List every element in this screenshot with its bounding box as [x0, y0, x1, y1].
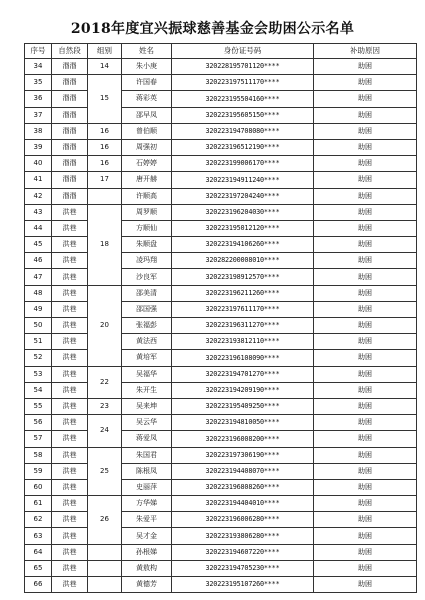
header-name: 姓名 [122, 44, 172, 59]
cell-group: 16 [88, 156, 122, 172]
cell-segment: 洪巷 [52, 269, 88, 285]
cell-segment: 洪巷 [52, 350, 88, 366]
cell-id-number: 320223196204030**** [172, 204, 314, 220]
cell-id-number: 320223194607220**** [172, 544, 314, 560]
cell-segment: 洪巷 [52, 334, 88, 350]
cell-name: 吴来坤 [122, 398, 172, 414]
cell-segment: 洪巷 [52, 253, 88, 269]
cell-reason: 助困 [314, 123, 417, 139]
cell-group [88, 188, 122, 204]
cell-no: 37 [25, 107, 52, 123]
cell-no: 42 [25, 188, 52, 204]
table-row [25, 544, 417, 560]
cell-reason: 助困 [314, 350, 417, 366]
cell-no: 54 [25, 382, 52, 398]
table-row [25, 334, 417, 350]
cell-no: 55 [25, 398, 52, 414]
cell-group: 16 [88, 123, 122, 139]
table-row [25, 59, 417, 75]
cell-segment: 湣湣 [52, 188, 88, 204]
cell-name: 黄培军 [122, 350, 172, 366]
cell-segment: 洪巷 [52, 204, 88, 220]
cell-name: 曾伯顺 [122, 123, 172, 139]
cell-name: 方华娣 [122, 496, 172, 512]
cell-id-number: 320223198912570**** [172, 269, 314, 285]
cell-segment: 湣湣 [52, 156, 88, 172]
cell-reason: 助困 [314, 139, 417, 155]
cell-id-number: 320223195012120**** [172, 220, 314, 236]
cell-reason: 助困 [314, 463, 417, 479]
cell-no: 56 [25, 415, 52, 431]
cell-name: 张福彭 [122, 318, 172, 334]
cell-id-number: 320223197204240**** [172, 188, 314, 204]
cell-name: 周强初 [122, 139, 172, 155]
cell-id-number: 320223196311270**** [172, 318, 314, 334]
cell-segment: 洪巷 [52, 560, 88, 576]
cell-reason: 助困 [314, 447, 417, 463]
cell-no: 46 [25, 253, 52, 269]
cell-name: 邵国强 [122, 301, 172, 317]
table-row [25, 75, 417, 91]
cell-group-merged: 25 [88, 447, 122, 496]
cell-name: 陈根凤 [122, 463, 172, 479]
cell-group: 23 [88, 398, 122, 414]
table-row [25, 172, 417, 188]
table-row [25, 220, 417, 236]
cell-reason: 助困 [314, 75, 417, 91]
cell-name: 孙根娣 [122, 544, 172, 560]
cell-segment: 洪巷 [52, 398, 88, 414]
cell-no: 43 [25, 204, 52, 220]
cell-segment: 洪巷 [52, 285, 88, 301]
cell-segment: 洪巷 [52, 528, 88, 544]
cell-name: 许顺高 [122, 188, 172, 204]
cell-group [88, 577, 122, 593]
cell-group-merged: 22 [88, 366, 122, 398]
cell-reason: 助困 [314, 512, 417, 528]
table-body [25, 59, 417, 593]
cell-name: 朱国君 [122, 447, 172, 463]
cell-no: 64 [25, 544, 52, 560]
cell-reason: 助困 [314, 366, 417, 382]
cell-group-merged: 18 [88, 204, 122, 285]
cell-name: 史丽萍 [122, 479, 172, 495]
cell-no: 38 [25, 123, 52, 139]
table-row [25, 496, 417, 512]
cell-name: 朱开生 [122, 382, 172, 398]
cell-no: 36 [25, 91, 52, 107]
table-row [25, 415, 417, 431]
cell-reason: 助困 [314, 334, 417, 350]
cell-segment: 湣湣 [52, 139, 88, 155]
header-reason: 补助原因 [314, 44, 417, 59]
table-row [25, 253, 417, 269]
cell-segment: 湣湣 [52, 123, 88, 139]
table-row [25, 528, 417, 544]
cell-segment: 洪巷 [52, 366, 88, 382]
cell-id-number: 320223194408070**** [172, 463, 314, 479]
cell-reason: 助困 [314, 318, 417, 334]
cell-no: 51 [25, 334, 52, 350]
cell-reason: 助困 [314, 204, 417, 220]
cell-id-number: 320223197306190**** [172, 447, 314, 463]
cell-group-merged: 24 [88, 415, 122, 447]
table-row [25, 237, 417, 253]
table-row [25, 463, 417, 479]
cell-segment: 湣湣 [52, 172, 88, 188]
document-title: 2018年度宜兴振球慈善基金会助困公示名单 [70, 21, 355, 37]
cell-id-number: 320223197511170**** [172, 75, 314, 91]
cell-no: 34 [25, 59, 52, 75]
header-segment: 自然段 [52, 44, 88, 59]
cell-no: 44 [25, 220, 52, 236]
header-no: 序号 [25, 44, 52, 59]
cell-no: 65 [25, 560, 52, 576]
table-row [25, 156, 417, 172]
cell-name: 朱顺盘 [122, 237, 172, 253]
table-row [25, 560, 417, 576]
cell-group-merged: 26 [88, 496, 122, 545]
cell-name: 邵美清 [122, 285, 172, 301]
cell-segment: 洪巷 [52, 301, 88, 317]
cell-name: 吴云华 [122, 415, 172, 431]
cell-segment: 洪巷 [52, 463, 88, 479]
table-row [25, 285, 417, 301]
cell-reason: 助困 [314, 172, 417, 188]
cell-group: 16 [88, 139, 122, 155]
cell-segment: 洪巷 [52, 431, 88, 447]
cell-segment: 洪巷 [52, 512, 88, 528]
cell-no: 47 [25, 269, 52, 285]
table-row [25, 577, 417, 593]
cell-name: 朱爱平 [122, 512, 172, 528]
cell-segment: 洪巷 [52, 479, 88, 495]
cell-segment: 洪巷 [52, 447, 88, 463]
cell-segment: 洪巷 [52, 237, 88, 253]
cell-reason: 助困 [314, 528, 417, 544]
table-row [25, 479, 417, 495]
cell-segment: 洪巷 [52, 496, 88, 512]
cell-reason: 助困 [314, 479, 417, 495]
cell-name: 吴福华 [122, 366, 172, 382]
cell-no: 39 [25, 139, 52, 155]
cell-id-number: 320223194404010**** [172, 496, 314, 512]
cell-id-number: 320223194708080**** [172, 123, 314, 139]
cell-segment: 湣湣 [52, 75, 88, 91]
cell-id-number: 320223195107260**** [172, 577, 314, 593]
table-row [25, 204, 417, 220]
cell-id-number: 320223194209190**** [172, 382, 314, 398]
cell-segment: 洪巷 [52, 577, 88, 593]
cell-name: 邵早凤 [122, 107, 172, 123]
cell-name: 许国春 [122, 75, 172, 91]
cell-reason: 助困 [314, 91, 417, 107]
cell-reason: 助困 [314, 285, 417, 301]
cell-id-number: 320223196006280**** [172, 512, 314, 528]
cell-group [88, 544, 122, 560]
cell-no: 49 [25, 301, 52, 317]
cell-reason: 助困 [314, 156, 417, 172]
cell-id-number: 320223196108090**** [172, 350, 314, 366]
cell-name: 蒋彩英 [122, 91, 172, 107]
cell-id-number: 320223194106260**** [172, 237, 314, 253]
cell-id-number: 320223196008200**** [172, 431, 314, 447]
cell-reason: 助困 [314, 188, 417, 204]
cell-reason: 助困 [314, 301, 417, 317]
cell-no: 62 [25, 512, 52, 528]
cell-group: 17 [88, 172, 122, 188]
cell-id-number: 320223197611170**** [172, 301, 314, 317]
cell-name: 黄敖构 [122, 560, 172, 576]
header-id-number: 身份证号码 [172, 44, 314, 59]
cell-no: 41 [25, 172, 52, 188]
cell-name: 黄法西 [122, 334, 172, 350]
cell-no: 66 [25, 577, 52, 593]
cell-segment: 洪巷 [52, 544, 88, 560]
cell-id-number: 320223194705230**** [172, 560, 314, 576]
table-row [25, 447, 417, 463]
cell-id-number: 320223193806280**** [172, 528, 314, 544]
cell-id-number: 320223195409250**** [172, 398, 314, 414]
cell-name: 凌玛翔 [122, 253, 172, 269]
table-row [25, 107, 417, 123]
cell-no: 59 [25, 463, 52, 479]
cell-group-merged: 20 [88, 285, 122, 366]
table-header-row [25, 44, 417, 59]
cell-reason: 助困 [314, 398, 417, 414]
cell-group: 14 [88, 59, 122, 75]
cell-name: 吴才金 [122, 528, 172, 544]
cell-reason: 助困 [314, 382, 417, 398]
table-row [25, 188, 417, 204]
table-row [25, 123, 417, 139]
cell-reason: 助困 [314, 560, 417, 576]
cell-name: 蒋爱凤 [122, 431, 172, 447]
cell-name: 唐开赫 [122, 172, 172, 188]
cell-id-number: 320223196512190**** [172, 139, 314, 155]
aid-recipients-table [24, 43, 417, 593]
table-row [25, 269, 417, 285]
cell-id-number: 320223195504160**** [172, 91, 314, 107]
cell-no: 63 [25, 528, 52, 544]
cell-id-number: 320223196211260**** [172, 285, 314, 301]
cell-name: 黄德芳 [122, 577, 172, 593]
cell-no: 61 [25, 496, 52, 512]
cell-group [88, 560, 122, 576]
table-row [25, 350, 417, 366]
cell-segment: 洪巷 [52, 415, 88, 431]
cell-id-number: 320282200008010**** [172, 253, 314, 269]
cell-name: 朱小庚 [122, 59, 172, 75]
cell-reason: 助困 [314, 107, 417, 123]
cell-segment: 湣湣 [52, 59, 88, 75]
cell-no: 53 [25, 366, 52, 382]
cell-id-number: 320223194911240**** [172, 172, 314, 188]
table-row [25, 398, 417, 414]
cell-id-number: 320223196808260**** [172, 479, 314, 495]
cell-reason: 助困 [314, 253, 417, 269]
cell-no: 35 [25, 75, 52, 91]
cell-no: 52 [25, 350, 52, 366]
cell-segment: 湣湣 [52, 91, 88, 107]
cell-no: 60 [25, 479, 52, 495]
cell-no: 50 [25, 318, 52, 334]
cell-reason: 助困 [314, 220, 417, 236]
cell-reason: 助困 [314, 269, 417, 285]
cell-no: 48 [25, 285, 52, 301]
cell-id-number: 320223194701270**** [172, 366, 314, 382]
cell-id-number: 320223193812110**** [172, 334, 314, 350]
cell-reason: 助困 [314, 431, 417, 447]
cell-segment: 洪巷 [52, 382, 88, 398]
cell-reason: 助困 [314, 237, 417, 253]
cell-segment: 洪巷 [52, 220, 88, 236]
table-row [25, 318, 417, 334]
table-row [25, 366, 417, 382]
cell-id-number: 320223199006170**** [172, 156, 314, 172]
cell-no: 57 [25, 431, 52, 447]
table-row [25, 431, 417, 447]
cell-reason: 助困 [314, 577, 417, 593]
cell-id-number: 320223195605150**** [172, 107, 314, 123]
cell-no: 58 [25, 447, 52, 463]
cell-reason: 助困 [314, 415, 417, 431]
cell-segment: 洪巷 [52, 318, 88, 334]
cell-name: 石婷婷 [122, 156, 172, 172]
table-row [25, 301, 417, 317]
cell-name: 方顺仙 [122, 220, 172, 236]
cell-name: 周罗顺 [122, 204, 172, 220]
cell-segment: 湣湣 [52, 107, 88, 123]
table-row [25, 91, 417, 107]
cell-group-merged: 15 [88, 75, 122, 124]
cell-reason: 助困 [314, 59, 417, 75]
cell-no: 45 [25, 237, 52, 253]
table-row [25, 139, 417, 155]
table-row [25, 382, 417, 398]
cell-reason: 助困 [314, 544, 417, 560]
table-row [25, 512, 417, 528]
cell-id-number: 320223194810050**** [172, 415, 314, 431]
cell-no: 40 [25, 156, 52, 172]
cell-id-number: 320228195701120**** [172, 59, 314, 75]
header-group: 组别 [88, 44, 122, 59]
cell-reason: 助困 [314, 496, 417, 512]
cell-name: 沙良军 [122, 269, 172, 285]
